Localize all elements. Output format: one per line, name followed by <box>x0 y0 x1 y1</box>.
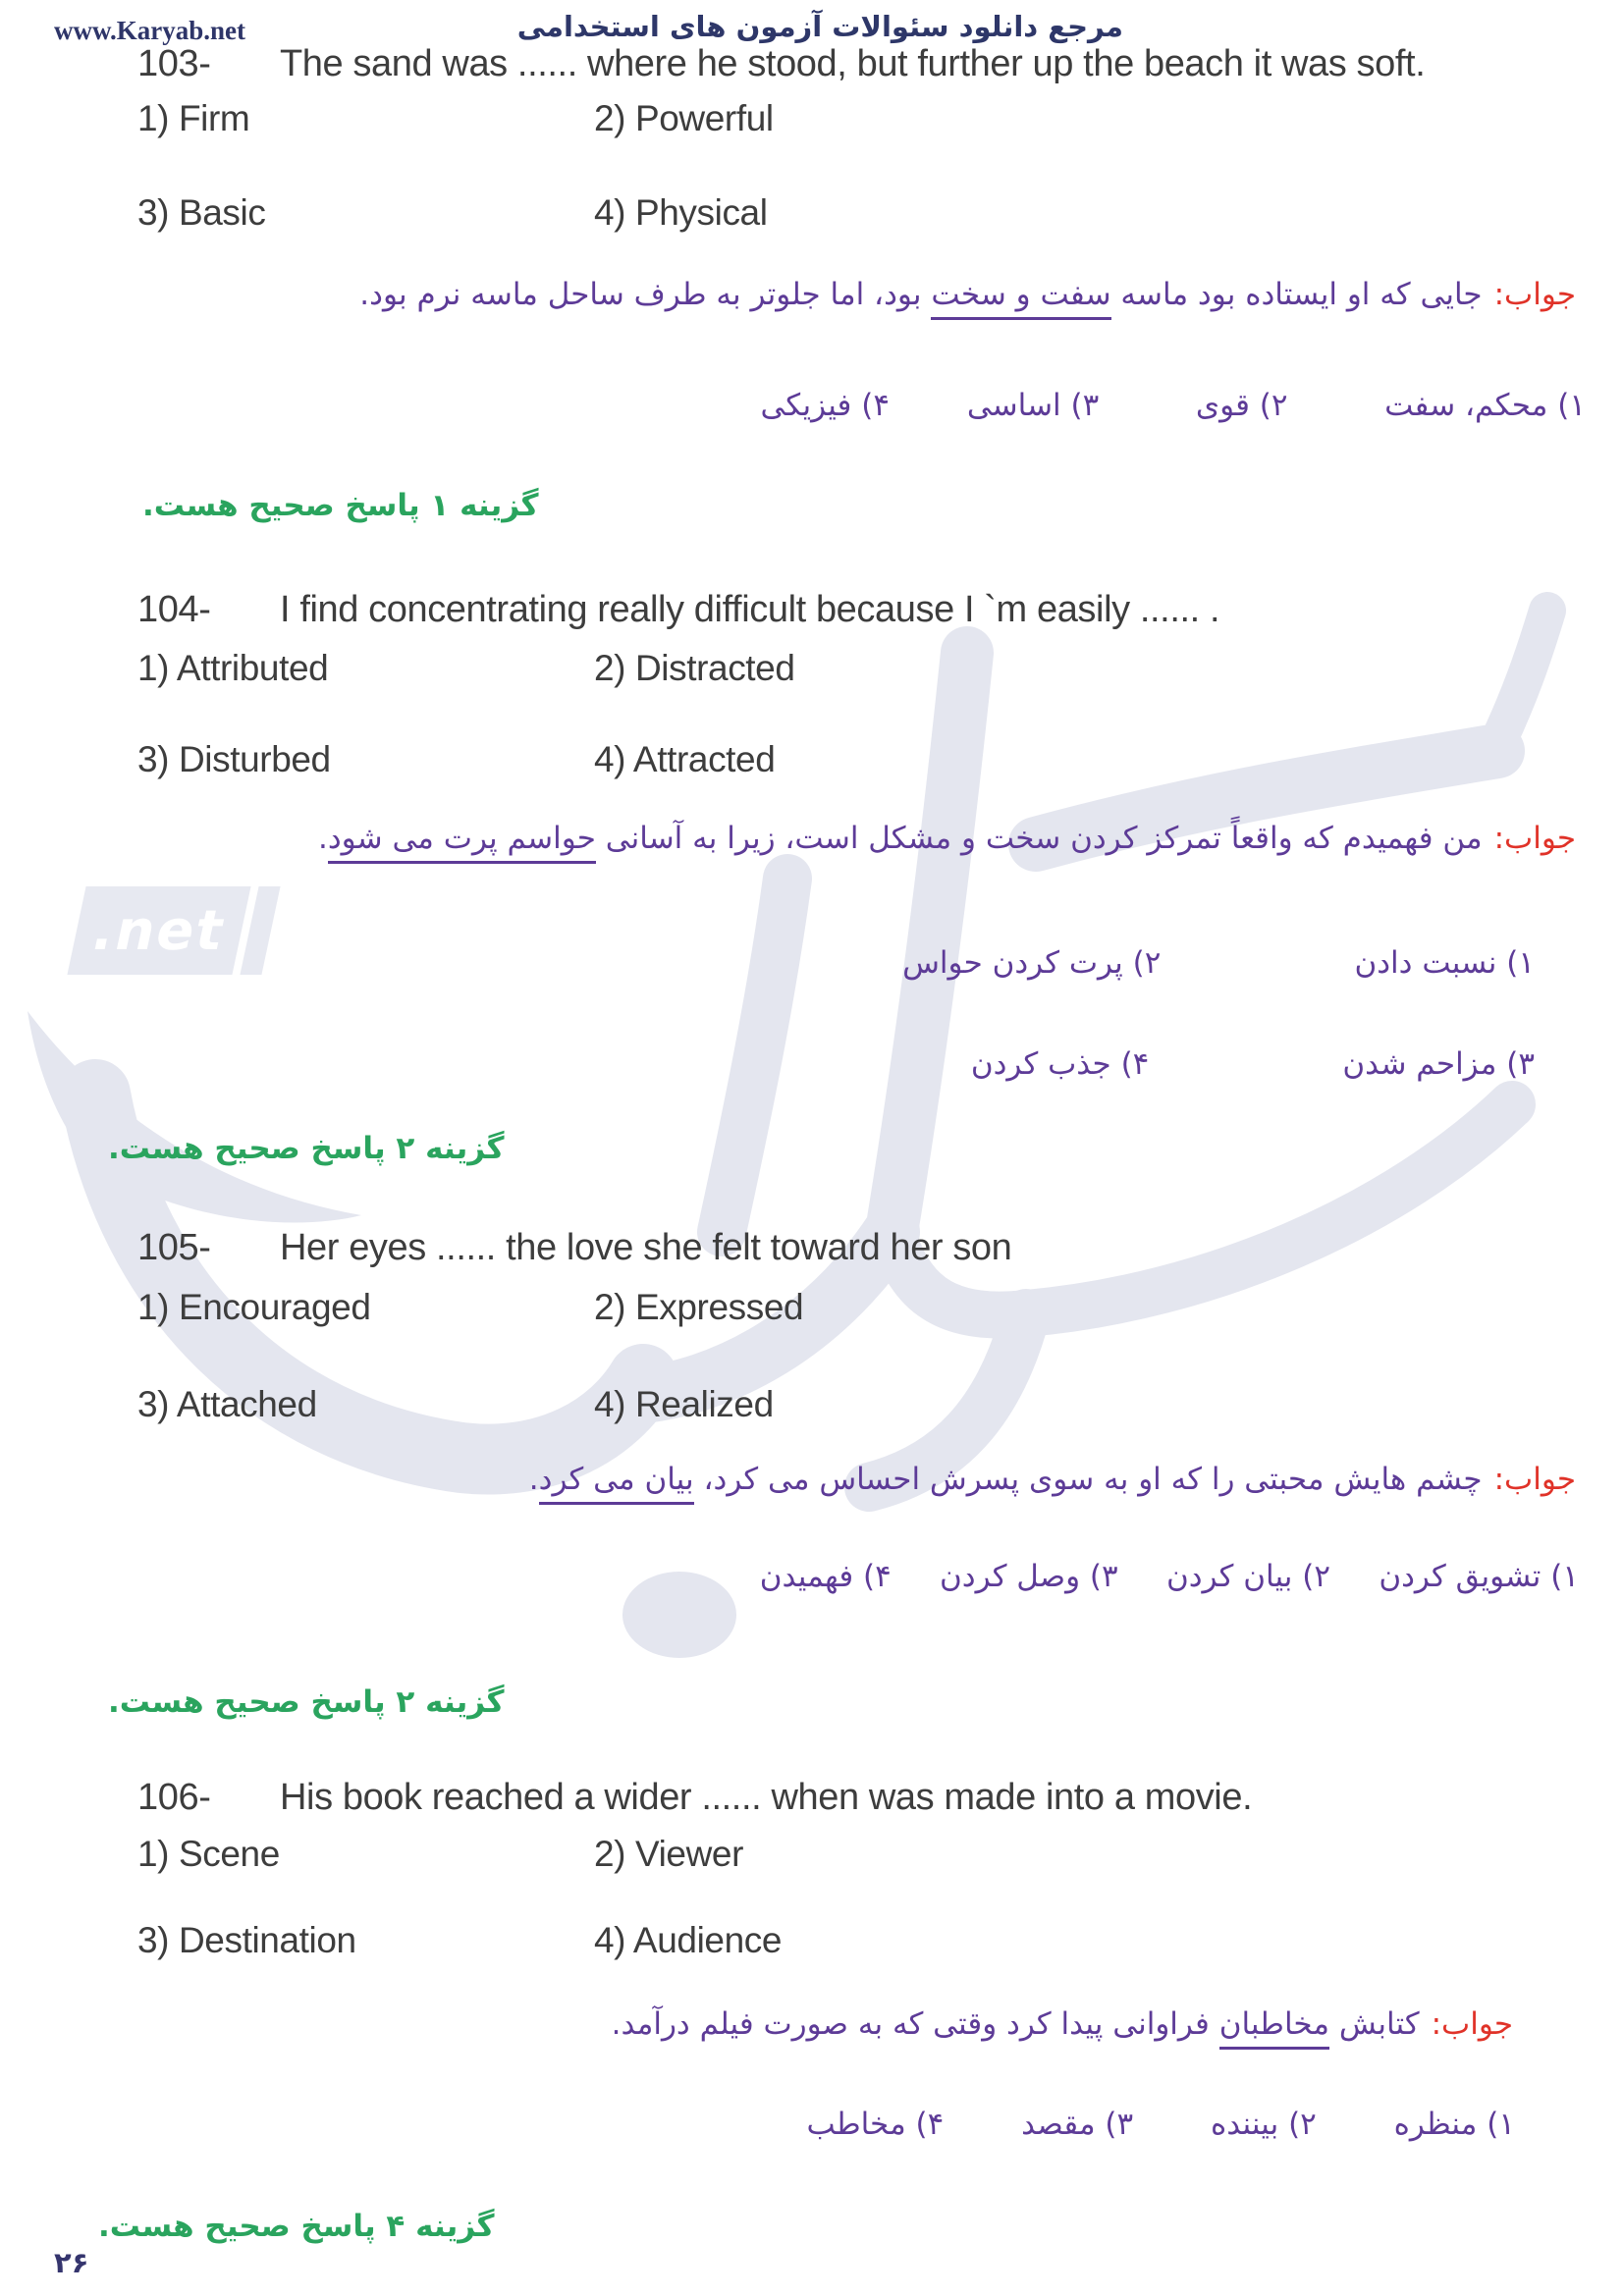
answer-post: فراوانی پیدا کرد وقتی که به صورت فیلم درآمد. <box>611 2006 1219 2042</box>
question-number: 103- <box>137 43 211 84</box>
option-2: 2) Viewer <box>594 1834 744 1874</box>
answer-pre: چشم هایش محبتی را که او به سوی پسرش احساس می کرد، <box>693 1462 1483 1497</box>
answer-underlined-phrase: سفت و سخت <box>931 277 1110 320</box>
question-number: 106- <box>137 1777 211 1818</box>
option-3: 3) Attached <box>137 1384 317 1424</box>
option-4: 4) Attracted <box>594 739 776 779</box>
question-105 <box>137 1227 1011 1269</box>
option-3: 3) Disturbed <box>137 739 331 779</box>
option-2: 2) Expressed <box>594 1287 804 1327</box>
answer-label: جواب: <box>1493 1462 1576 1497</box>
answer-translation <box>318 821 1576 856</box>
question-103 <box>137 43 1425 85</box>
answer-translation <box>612 2006 1513 2042</box>
option-1: 1) Scene <box>137 1834 280 1874</box>
option-1: 1) Firm <box>137 98 250 138</box>
persian-options-row2: ۳) مزاحم شدن ۴) جذب کردن <box>970 1046 1535 1082</box>
question-text: I find concentrating really difficult because I `m easily ...... . <box>280 589 1220 630</box>
net-watermark-text: .net <box>86 898 232 963</box>
net-watermark-badge <box>67 886 250 975</box>
question-number: 104- <box>137 589 211 630</box>
answer-pre: جایی که او ایستاده بود ماسه <box>1110 277 1483 312</box>
question-text: His book reached a wider ...... when was made into a movie. <box>280 1777 1253 1818</box>
question-number: 105- <box>137 1227 211 1268</box>
correct-option-note: گزینه ۱ پاسخ صحیح هست. <box>142 488 539 523</box>
option-4: 4) Physical <box>594 192 768 233</box>
answer-pre: من فهمیدم که واقعاً تمرکز کردن سخت و مشکل است، زیرا به آسانی <box>595 821 1483 856</box>
question-106 <box>137 1777 1252 1819</box>
persian-options: ۱) محکم، سفت ۲) قوی ۳) اساسی ۴) فیزیکی <box>760 388 1586 423</box>
answer-label: جواب: <box>1493 277 1576 312</box>
answer-label: جواب: <box>1493 821 1576 856</box>
question-104 <box>137 589 1219 631</box>
correct-option-note: گزینه ۲ پاسخ صحیح هست. <box>108 1684 505 1720</box>
question-text: The sand was ...... where he stood, but further up the beach it was soft. <box>280 43 1426 84</box>
page-title: مرجع دانلود سئوالات آزمون های استخدامی <box>516 10 1123 43</box>
option-4: 4) Realized <box>594 1384 774 1424</box>
answer-post: بود، اما جلوتر به طرف ساحل ماسه نرم بود. <box>359 277 932 312</box>
correct-option-note: گزینه ۲ پاسخ صحیح هست. <box>108 1131 505 1166</box>
answer-post: . <box>528 1462 539 1497</box>
option-1: 1) Encouraged <box>137 1287 371 1327</box>
persian-options: ۱) منظره ۲) بیننده ۳) مقصد ۴) مخاطب <box>806 2107 1515 2142</box>
option-4: 4) Audience <box>594 1920 783 1960</box>
option-2: 2) Distracted <box>594 648 795 688</box>
option-3: 3) Destination <box>137 1920 356 1960</box>
answer-pre: کتابش <box>1329 2006 1420 2042</box>
site-url: www.Karyab.net <box>54 16 245 45</box>
option-3: 3) Basic <box>137 192 266 233</box>
answer-underlined-phrase: بیان می کرد <box>539 1462 694 1505</box>
answer-translation <box>529 1462 1576 1497</box>
answer-underlined-phrase: حواسم پرت می شود <box>328 821 596 864</box>
persian-options-row1: ۱) نسبت دادن ۲) پرت کردن حواس <box>902 945 1535 981</box>
persian-options: ۱) تشویق کردن ۲) بیان کردن ۳) وصل کردن ۴) فهمیدن <box>759 1559 1579 1594</box>
answer-translation <box>359 277 1576 312</box>
answer-underlined-phrase: مخاطبان <box>1219 2006 1329 2050</box>
option-1: 1) Attributed <box>137 648 329 688</box>
answer-label: جواب: <box>1431 2006 1513 2042</box>
correct-option-note: گزینه ۴ پاسخ صحیح هست. <box>98 2209 495 2244</box>
option-2: 2) Powerful <box>594 98 774 138</box>
question-text: Her eyes ...... the love she felt toward her son <box>280 1227 1012 1268</box>
answer-post: . <box>317 821 328 856</box>
page-number: ۲۶ <box>54 2246 89 2279</box>
